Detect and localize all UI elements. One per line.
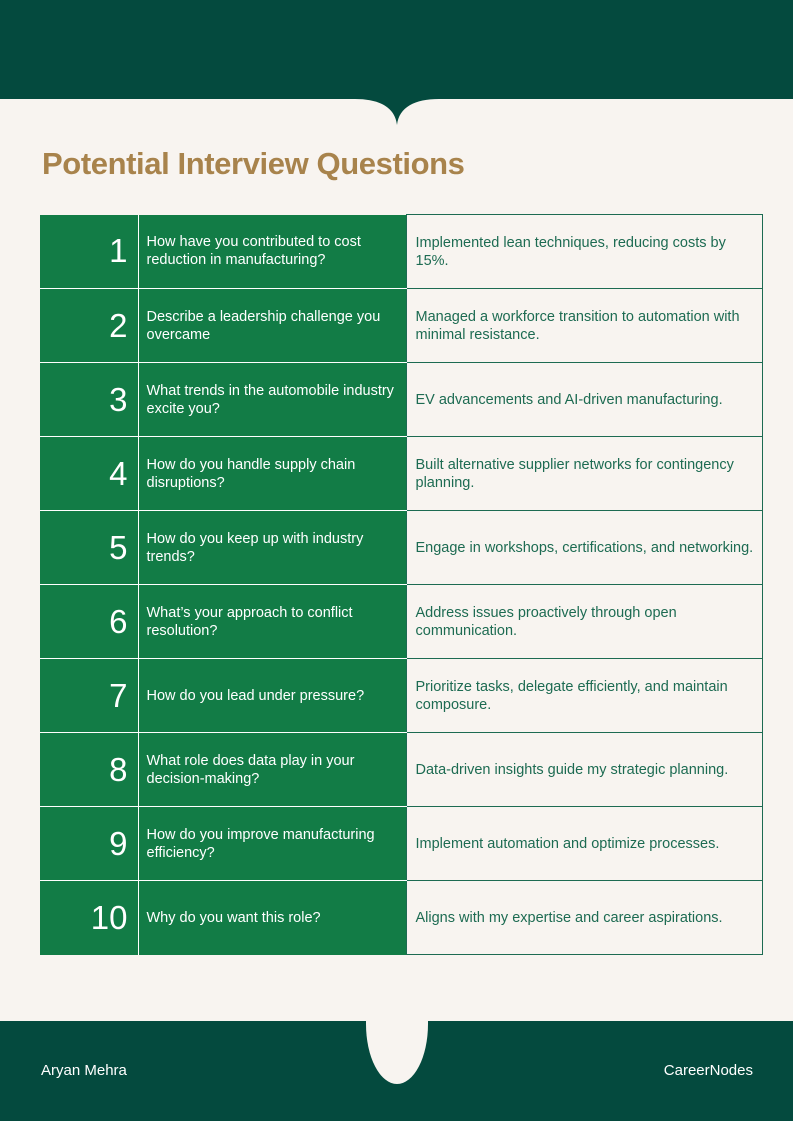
- question-number: 7: [40, 659, 138, 733]
- question-number: 3: [40, 363, 138, 437]
- question-number: 8: [40, 733, 138, 807]
- question-text: What’s your approach to conflict resolution?: [138, 585, 406, 659]
- table-row: [40, 733, 763, 807]
- answer-text: Built alternative supplier networks for contingency planning.: [406, 437, 763, 511]
- question-number: 4: [40, 437, 138, 511]
- table-row: [40, 289, 763, 363]
- answer-text: Implemented lean techniques, reducing costs by 15%.: [406, 215, 763, 289]
- question-text: How do you handle supply chain disruptions?: [138, 437, 406, 511]
- question-text: How do you improve manufacturing efficiency?: [138, 807, 406, 881]
- table-row: [40, 659, 763, 733]
- answer-text: Engage in workshops, certifications, and networking.: [406, 511, 763, 585]
- header-band: [0, 0, 793, 99]
- header-notch-decoration: [355, 99, 439, 125]
- table-row: [40, 881, 763, 955]
- table-row: [40, 807, 763, 881]
- table-row: [40, 585, 763, 659]
- answer-text: EV advancements and AI-driven manufacturing.: [406, 363, 763, 437]
- question-text: What trends in the automobile industry excite you?: [138, 363, 406, 437]
- table-row: [40, 363, 763, 437]
- answer-text: Managed a workforce transition to automation with minimal resistance.: [406, 289, 763, 363]
- answer-text: Address issues proactively through open communication.: [406, 585, 763, 659]
- interview-questions-table: [40, 214, 763, 955]
- question-number: 5: [40, 511, 138, 585]
- question-number: 6: [40, 585, 138, 659]
- table-row: [40, 511, 763, 585]
- question-number: 2: [40, 289, 138, 363]
- question-text: Why do you want this role?: [138, 881, 406, 955]
- table-row: [40, 437, 763, 511]
- question-number: 10: [40, 881, 138, 955]
- question-text: How do you lead under pressure?: [138, 659, 406, 733]
- page-title: Potential Interview Questions: [42, 146, 465, 181]
- question-text: How do you keep up with industry trends?: [138, 511, 406, 585]
- answer-text: Data-driven insights guide my strategic planning.: [406, 733, 763, 807]
- answer-text: Prioritize tasks, delegate efficiently, and maintain composure.: [406, 659, 763, 733]
- answer-text: Aligns with my expertise and career aspirations.: [406, 881, 763, 955]
- question-number: 9: [40, 807, 138, 881]
- question-text: Describe a leadership challenge you overcame: [138, 289, 406, 363]
- answer-text: Implement automation and optimize processes.: [406, 807, 763, 881]
- footer-author-name: Aryan Mehra: [41, 1062, 127, 1079]
- footer-brand-name: CareerNodes: [663, 1062, 753, 1079]
- question-number: 1: [40, 215, 138, 289]
- question-text: What role does data play in your decision-making?: [138, 733, 406, 807]
- table-row: [40, 215, 763, 289]
- question-text: How have you contributed to cost reduction in manufacturing?: [138, 215, 406, 289]
